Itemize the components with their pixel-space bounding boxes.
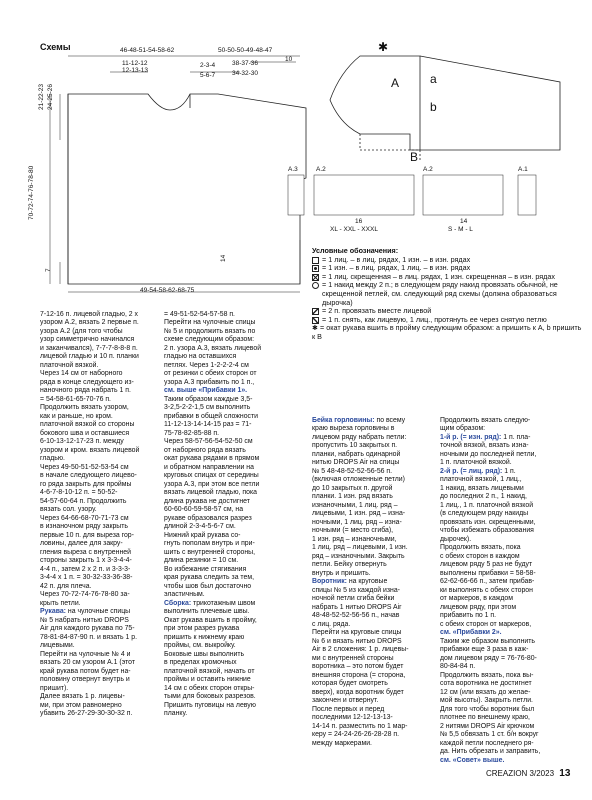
label-B: B xyxy=(410,150,419,164)
diagram-sizes-left: XL - XXL - XXXL xyxy=(330,226,378,233)
heading-sleeves: Рукава: xyxy=(40,608,66,615)
heading-row2: 2-й р. (= лиц. ряд): xyxy=(440,467,503,475)
star-icon: ✱ xyxy=(378,40,389,54)
purl-box-icon xyxy=(312,265,319,272)
text-column-3: Бейка горловины: по всему краю выреза горловины в лицевом ряду набрать петли: пропустить 10 закрытых п. планки, набрать одинарной нитью DROPS Air на спицы № 5 48-48-52-52-56-56 п. (включая отложенные петли) до 10 закрытых п. другой планки. 1 изн. ряд вязать изнаночными, 1 лиц. ряд – лицевыми, 1 изн. ряд – изна- ночными, 1 лиц. ряд – изна- ночными (= место сгиба), 1 изн. ряд – изнаночными, 1 лиц. ряд – лицевыми, 1 изн. ряд – изнаночными. Закрыть петли. Бейку отвернуть внутрь и пришить. Воротник: на круговые спицы № 5 из каждой изна- ночной петли сгиба бейки набрать 1 нитью DROPS Air 48-48-52-52-56-56 п., начав с лиц. ряда. Перейти на круговые спицы № 6 и вязать нитью DROPS Air в 2 сложения: 1 р. лицевы- ми с внутренней стороны воротника – это потом будет внешняя сторона (= сторона, которая будет смотреть вверх), когда воротник будет закончен и отвернут. После первых и перед последними 12-12-13-13- 14-14 п. разместить по 1 мар- керу = 24-24-26-26-28-28 п. между маркерами. xyxy=(312,416,409,747)
symbol-row-5: = 2 п. провязать вместе лицевой xyxy=(312,307,582,316)
diagram-a2-label-left: A.2 xyxy=(316,166,326,173)
knit-box-icon xyxy=(312,257,319,264)
dim-side2: 24-25-26 xyxy=(47,83,54,110)
symbol-row-1: = 1 лиц. – в лиц. рядах, 1 изн. – в изн. рядах xyxy=(312,256,582,265)
heading-neckband: Бейка горловины: xyxy=(312,416,375,424)
cross-box-icon xyxy=(312,274,319,281)
diagram-a3-label: A.3 xyxy=(288,166,298,173)
label-a: a xyxy=(430,72,437,86)
symbols-title: Условные обозначения: xyxy=(312,246,399,255)
schema-title: Схемы xyxy=(40,42,71,52)
label-b: b xyxy=(430,100,437,114)
page-number: 13 xyxy=(559,768,571,779)
heading-row1: 1-й р. (= изн. ряд): xyxy=(440,433,502,441)
diagram-count-left: 16 xyxy=(355,218,363,225)
symbol-row-2: = 1 изн. – в лиц. рядах, 1 лиц. – в изн. рядах xyxy=(312,264,582,273)
diagram-sizes-right: S - M - L xyxy=(448,226,473,233)
symbol-row-3: = 1 лиц. скрещенная – в лиц. рядах, 1 изн. скрещенная – в изн. рядах xyxy=(312,273,582,282)
symbols-legend xyxy=(312,247,582,342)
dim-side1: 21-22-23 xyxy=(38,83,45,110)
page-footer xyxy=(486,768,570,779)
yarnover-box-icon xyxy=(312,282,319,289)
heading-tip: см. «Совет» выше. xyxy=(440,756,505,764)
dim-sleeve3: 38-37-36 xyxy=(232,60,259,67)
dim-sleeve5: 10 xyxy=(285,56,293,63)
label-A: A xyxy=(391,76,400,90)
text-column-4: Продолжить вязать следую- щим образом: 1-й р. (= изн. ряд): 1 п. пла- точной вязкой, вязать изна- ночными до последней петли, 1 п. платочной вязкой. 2-й р. (= лиц. ряд): 1 п. платочной вязкой, 1 лиц., 1 накид, вязать лицевыми до последних 2 п., 1 накид, 1 лиц., 1 п. платочной вязкой (в следующем ряду накиды провязать изн. скрещенными, чтобы избежать образования дырочек). Продолжить вязать, пока с обеих сторон в каждом лицевом ряду 5 раз не будут выполнены прибавки = 58-58- 62-62-66-66 п., затем прибав- ки выполнять с обеих сторон от маркеров, в каждом лицевом ряду, при этом прибавить по 1 п. с обеих сторон от маркеров, см. «Прибавки 2». Таким же образом выполнить прибавки еще 3 раза в каж- дом лицевом ряду = 76-76-80- 80-84-84 п. Продолжить вязать, пока вы- сота воротника не достигнет 12 см (или вязать до желае- мой высоты). Закрыть петли. Для того чтобы воротник был плотнее по внешнему краю, 2 нитями DROPS Air крючком № 5,5 обвязать 1 ст. б/н вокруг каждой петли последнего ря- да. Нить обрезать и заправить, см. «Совет» выше. xyxy=(440,416,541,764)
magazine-name: CREAZION 3/2023 xyxy=(486,769,555,778)
diagram-a2-label-right: A.2 xyxy=(423,166,433,173)
dim-top-left2b: 12-13-13 xyxy=(122,67,149,74)
text-column-2: = 49-51-52-54-57-58 п. Перейти на чулочные спицы № 5 и продолжить вязать по схеме следующим образом: 2 п. узора A.3, вязать лицевой гладью на оставшихся петлях. Через 1-2-2-2-4 см от резинки с обеих сторон от узора A.3 прибавить по 1 п., см. выше «Прибавки 1». Таким образом каждые 3,5- 3-2,5-2-2-1,5 см выполнить прибавки в общей сложности 11-12-13-14-14-15 раз = 71- 75-78-82-85-88 п. Через 58-57-56-54-52-50 см от наборного ряда вязать окат рукава рядами в прямом и обратном направлении на круговых спицах от середины узора A.3, при этом все петли вязать лицевой гладью, пока длина рукава не достигнет 60-60-60-59-58-57 см, на рукаве образовался разрез длиной 2-3-4-5-6-7 см. Нижний край рукава со- гнуть пополам внутрь и при- шить с внутренней стороны, длина резинки = 10 см. Во избежание стягивания края рукава следить за тем, чтобы шов был достаточно эластичным. Сборка: трикотажным швом выполнить плечевые швы. Окат рукава вшить в пройму, при этом разрез рукава пришить к нижнему краю проймы, см. выкройку. Боковые швы выполнить в пределах кромочных платочной вязкой, начать от проймы и оставить нижние 14 см с обеих сторон откры- тыми для боковых разрезов. Пришить пуговицы на левую планку. xyxy=(164,310,262,717)
symbol-row-4: = 1 накид между 2 п.; в следующем ряду накид провязать обычной, не скрещенной петлей, см. следующий ряд схемы (должна образоваться дырочка) xyxy=(312,281,582,307)
diagram-a1-label: A.1 xyxy=(518,166,528,173)
dim-height: 70-72-74-76-78-80 xyxy=(28,165,35,220)
dim-bottom-right: 14 xyxy=(220,254,227,262)
dim-top-right: 50-50-50-49-48-47 xyxy=(218,47,273,54)
symbol-row-6: = 1 п. снять, как лицевую, 1 лиц., протянуть ее через снятую петлю xyxy=(312,316,582,325)
dim-bottom: 49-54-58-62-68-75 xyxy=(140,287,195,294)
dim-sleeve1: 2-3-4 xyxy=(200,62,216,69)
dim-sleeve2: 5-6-7 xyxy=(200,72,216,79)
k2tog-icon xyxy=(312,308,319,315)
heading-assembly: Сборка: xyxy=(164,599,192,607)
dim-top-left: 46-48-51-54-58-62 xyxy=(120,47,175,54)
heading-increases1: см. выше «Прибавки 1». xyxy=(164,387,248,394)
heading-increases2: см. «Прибавки 2». xyxy=(440,629,502,636)
symbol-row-7: ✱ = окат рукава вшить в пройму следующим образом: а пришить к A, b пришить к B xyxy=(312,323,582,341)
text-column-1: 7-12-16 п. лицевой гладью, 2 х узором A.2, вязать 2 первые п. узора A.2 (для того чтобы узор симметрично начинался и заканчивался), 7-7-7-8-8-8 п. лицевой гладью и 10 п. планки платочной вязкой. Через 14 см от наборного ряда в конце следующего из- наночного ряда набрать 1 п. = 54-58-61-65-70-76 п. Продолжить вязать узором, как и раньше, но кром. платочной вязкой со стороны бокового шва и оставшиеся 6-10-13-12-17-23 п. между узором и кром. вязать лицевой гладью. Через 49-50-51-52-53-54 см в начале следующего лицево- го ряда закрыть для проймы 4-6-7-8-10-12 п. = 50-52- 54-57-60-64 п. Продолжить вязать сол. узору. Через 64-66-68-70-71-73 см в изнаночном ряду закрыть первые 10 п. для выреза гор- ловины, далее для закру- гления выреза с внутренней стороны закрыть 1 х 3-3-4-4- 4-4 п., затем 2 х 2 п. и 3-3-3- 3-4-4 х 1 п. = 30-32-33-36-38- 42 п. для плеча. Через 70-72-74-76-78-80 за- крыть петли. Рукава: на чулочные спицы № 5 набрать нитью DROPS Air для каждого рукава по 75- 78-81-84-87-90 п. и вязать 1 р. лицевыми. Перейти на чулочные № 4 и вязать 20 см узором A.1 (этот край рукава потом будет на- половину отвернут внутрь и пришит). Далее вязать 1 р. лицевы- ми, при этом равномерно убавить 26-27-29-30-30-32 п. xyxy=(40,310,140,717)
dim-sleeve4: 34-32-30 xyxy=(232,70,259,77)
diagram-count-right: 14 xyxy=(460,218,468,225)
dim-top-left2a: 11-12-12 xyxy=(122,60,148,67)
heading-collar: Воротник: xyxy=(312,578,347,585)
dim-bottom-left: 7 xyxy=(45,268,52,272)
